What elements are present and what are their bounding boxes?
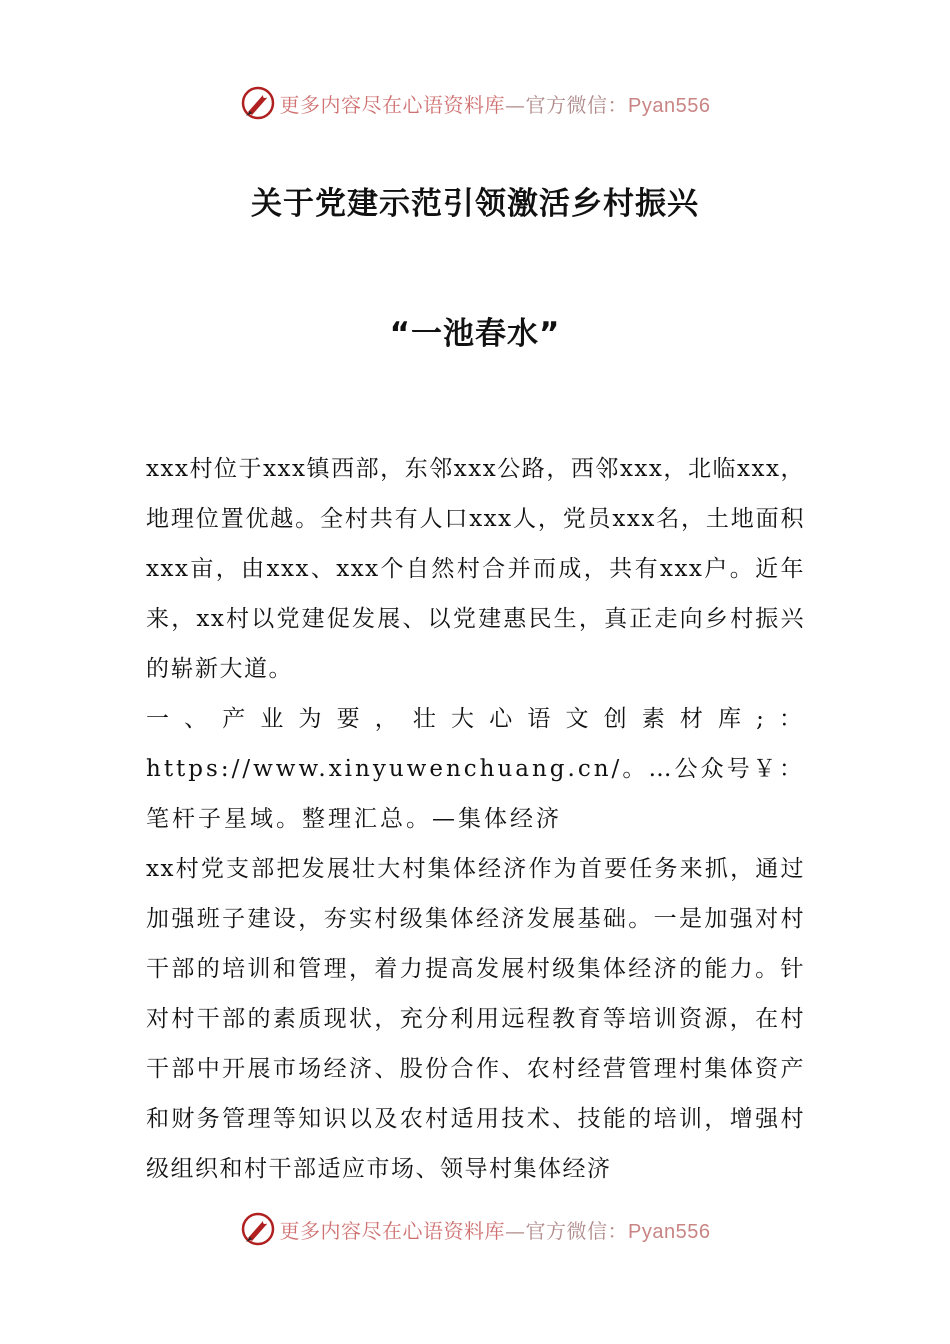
watermark-dash: — [505,92,526,117]
document-title-line-2: “一池春水” [389,316,561,352]
pen-logo-icon [240,1211,276,1247]
watermark-text [280,89,711,118]
watermark-handle: Pyan556 [628,94,711,117]
document-body [146,444,805,1194]
watermark-official-label: 官方微信： [525,1218,629,1243]
watermark-banner-bottom [0,1204,950,1254]
body-paragraph: 一、产业为要，壮大心语文创素材库;：https://www.xinyuwenchuang.cn/。…公众号￥：笔杆子星域。整理汇总。—集体经济 [146,706,805,832]
watermark-main-text: 更多内容尽在心语资料库 [279,92,506,117]
document-title-line-1: 关于党建示范引领激活乡村振兴 [251,186,699,222]
watermark-main-text: 更多内容尽在心语资料库 [279,1218,506,1243]
watermark-dash: — [505,1218,526,1243]
body-paragraph: xxx村位于xxx镇西部，东邻xxx公路，西邻xxx，北临xxx，地理位置优越。全村共有人口xxx人，党员xxx名，土地面积xxx亩，由xxx、xxx个自然村合并而成，共有xxx户。近年来，xx村以党建促发展、以党建惠民生，真正走向乡村振兴的崭新大道。 [146,456,805,682]
watermark-banner-top [0,78,950,128]
pen-logo-icon [240,85,276,121]
watermark-text [280,1215,711,1244]
watermark-handle: Pyan556 [628,1220,711,1243]
body-paragraph: xx村党支部把发展壮大村集体经济作为首要任务来抓，通过加强班子建设，夯实村级集体经济发展基础。一是加强对村干部的培训和管理，着力提高发展村级集体经济的能力。针对村干部的素质现状，充分利用远程教育等培训资源，在村干部中开展市场经济、股份合作、农村经营管理村集体资产和财务管理等知识以及农村适用技术、技能的培训，增强村级组织和村干部适应市场、领导村集体经济 [146,856,805,1182]
watermark-official-label: 官方微信： [525,92,629,117]
